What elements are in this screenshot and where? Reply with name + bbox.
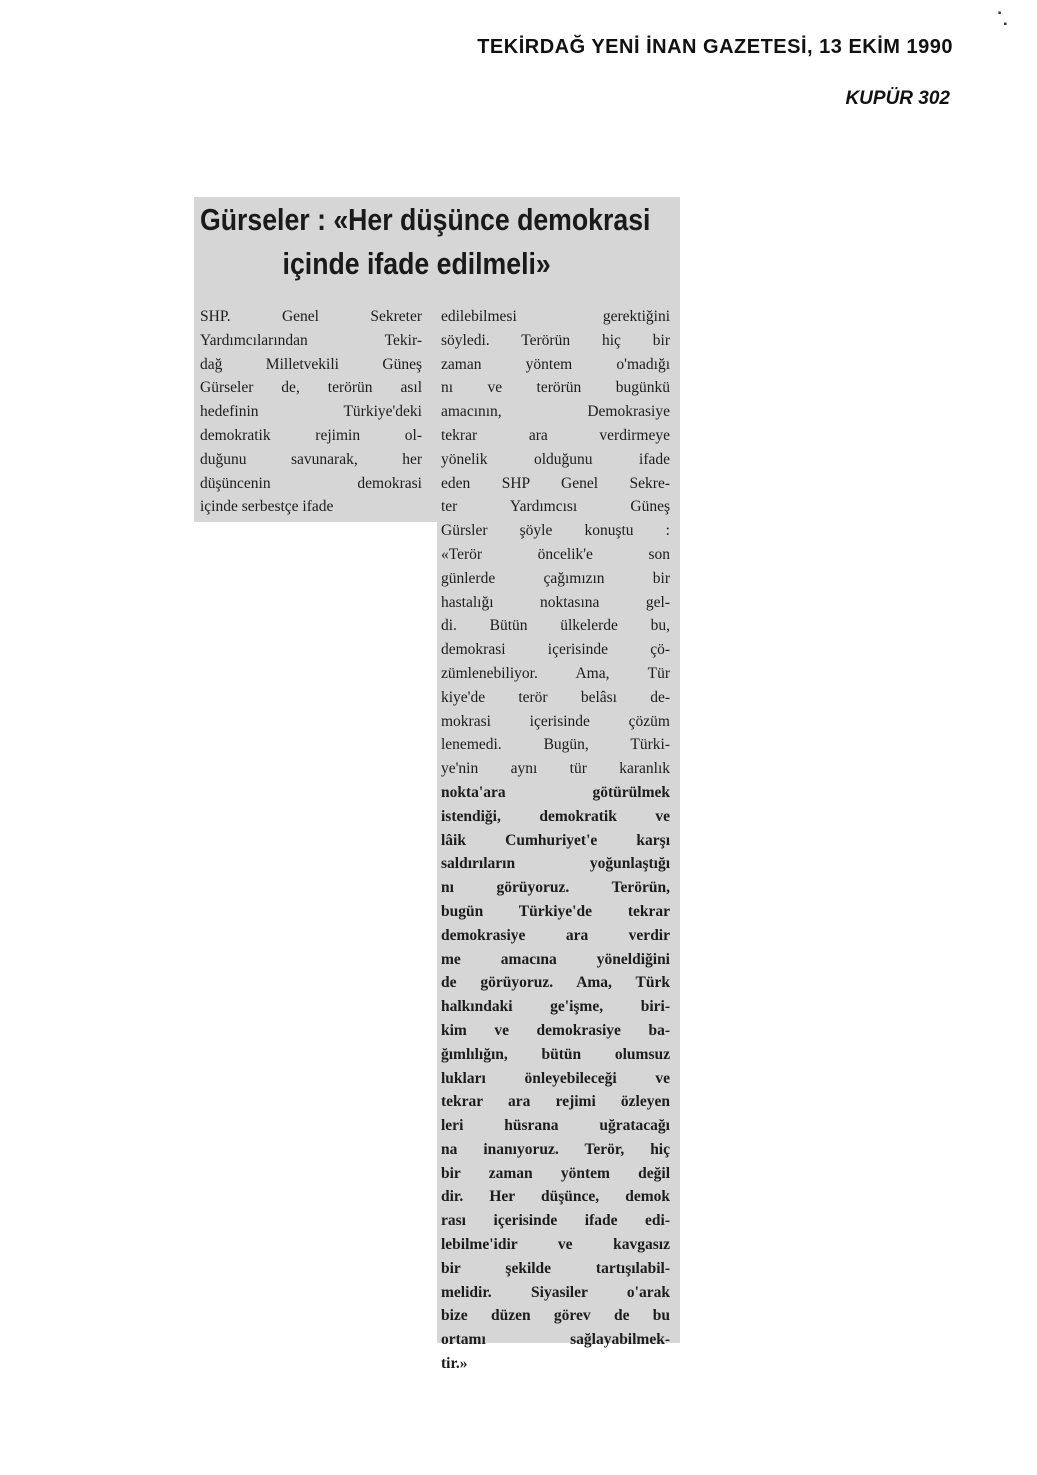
text-line: demokratik rejimin ol- — [200, 426, 422, 444]
text-line: kim ve demokrasiye ba- — [441, 1021, 670, 1039]
text-line: rası içerisinde ifade edi- — [441, 1212, 670, 1230]
headline-line-2: içinde ifade edilmeli» — [282, 246, 551, 281]
text-line: nı ve terörün bugünkü — [441, 379, 670, 397]
text-line: duğunu savunarak, her — [200, 450, 422, 468]
text-line: bugün Türkiye'de tekrar — [441, 902, 670, 920]
text-line: de görüyoruz. Ama, Türk — [441, 974, 670, 992]
text-line: bir zaman yöntem değil — [441, 1164, 670, 1182]
text-line: halkındaki ge'işme, biri- — [441, 998, 670, 1016]
text-line: melidir. Siyasiler o'arak — [441, 1283, 670, 1301]
text-line: tir.» — [441, 1355, 468, 1373]
text-line: tekrar ara rejimi özleyen — [441, 1093, 670, 1111]
text-line: bize düzen görev de bu — [441, 1307, 670, 1325]
text-line: zümlenebiliyor. Ama, Tür — [441, 664, 670, 682]
text-line: tekrar ara verdirmeye — [441, 426, 670, 444]
text-line: Gürsler şöyle konuştu : — [441, 522, 670, 540]
text-line: ortamı sağlayabilmek- — [441, 1331, 670, 1349]
text-line: düşüncenin demokrasi — [200, 474, 422, 492]
text-line: me amacına yöneldiğini — [441, 950, 670, 968]
text-line: demokrasi içerisinde çö- — [441, 641, 670, 659]
text-line: içinde serbestçe ifade — [200, 498, 334, 516]
text-line: lâik Cumhuriyet'e karşı — [441, 831, 670, 849]
text-line: nı görüyoruz. Terörün, — [441, 879, 670, 897]
newspaper-source-line: TEKİRDAĞ YENİ İNAN GAZETESİ, 13 EKİM 1990 — [477, 36, 953, 58]
text-line: günlerde çağımızın bir — [441, 569, 670, 587]
text-line: leri hüsrana uğratacağı — [441, 1117, 670, 1135]
text-line: söyledi. Terörün hiç bir — [441, 331, 670, 349]
text-line: ğımlılığın, bütün olumsuz — [441, 1045, 670, 1063]
clip-number: KUPÜR 302 — [845, 88, 950, 109]
text-line: «Terör öncelik'e son — [441, 545, 670, 563]
text-line: zaman yöntem o'madığı — [441, 355, 670, 373]
text-line: bir şekilde tartışılabil- — [441, 1259, 670, 1277]
text-line: mokrasi içerisinde çözüm — [441, 712, 670, 730]
text-line: hastalığı noktasına gel- — [441, 593, 670, 611]
text-line: lebilme'idir ve kavgasız — [441, 1236, 670, 1254]
article-left-column — [200, 305, 422, 519]
text-line: yönelik olduğunu ifade — [441, 450, 670, 468]
article-right-column — [441, 305, 670, 1376]
text-line: ye'nin aynı tür karanlık — [441, 760, 670, 778]
text-line: na inanıyoruz. Terör, hiç — [441, 1140, 670, 1158]
text-line: edilebilmesi gerektiğini — [441, 308, 670, 325]
text-line: di. Bütün ülkelerde bu, — [441, 617, 670, 635]
text-line: eden SHP Genel Sekre- — [441, 474, 670, 492]
text-line: ter Yardımcısı Güneş — [441, 498, 670, 516]
text-line: amacının, Demokrasiye — [441, 403, 670, 421]
text-line: hedefinin Türkiye'deki — [200, 403, 422, 421]
text-line: Yardımcılarından Tekir- — [200, 331, 422, 349]
text-line: istendiği, demokratik ve — [441, 807, 670, 825]
text-line: demokrasiye ara verdir — [441, 926, 670, 944]
text-line: SHP. Genel Sekreter — [200, 308, 422, 325]
text-line: kiye'de terör belâsı de- — [441, 688, 670, 706]
text-line: lenemedi. Bugün, Türki- — [441, 736, 670, 754]
text-line: lukları önleyebileceği ve — [441, 1069, 670, 1087]
text-line: nokta'ara götürülmek — [441, 783, 670, 801]
article-headline — [200, 198, 670, 286]
text-line: Gürseler de, terörün asıl — [200, 379, 422, 397]
headline-line-1: Gürseler : «Her düşünce demokrasi — [200, 202, 651, 237]
text-line: dağ Milletvekili Güneş — [200, 355, 422, 373]
scan-specks: ▪ ▪ — [997, 8, 1007, 30]
text-line: dir. Her düşünce, demok — [441, 1188, 670, 1206]
text-line: saldırıların yoğunlaştığı — [441, 855, 670, 873]
